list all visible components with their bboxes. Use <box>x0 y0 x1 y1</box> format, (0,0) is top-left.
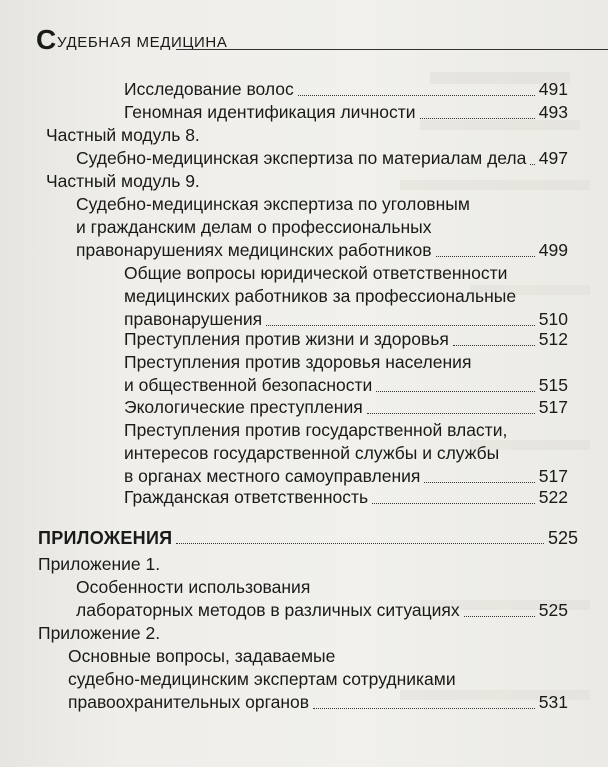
toc-entry <box>124 396 568 419</box>
toc-entry <box>124 78 568 101</box>
leader-dots <box>424 482 534 483</box>
toc-entry-title: интересов государственной службы и службы <box>124 443 500 463</box>
toc-page-number: 525 <box>547 528 578 548</box>
toc-entry-title: Преступления против здоровья населения <box>124 352 472 372</box>
toc-page-number: 491 <box>538 79 568 99</box>
toc-entry <box>124 101 568 124</box>
toc-entry <box>124 419 568 488</box>
toc-page-number: 515 <box>538 375 568 395</box>
toc-entry-title: правонарушения <box>124 309 263 329</box>
toc-page-number: 517 <box>538 466 568 486</box>
toc-entry <box>124 351 568 397</box>
toc-page-number: 510 <box>538 309 568 329</box>
toc-entry <box>124 328 568 351</box>
leader-dots <box>376 391 535 392</box>
toc-entry-title: Приложение 2. <box>38 623 161 643</box>
toc-entry-title: Гражданская ответственность <box>124 487 369 507</box>
toc-page-number: 522 <box>538 487 568 507</box>
toc-page-number: 499 <box>538 240 568 260</box>
toc-entry <box>76 193 568 262</box>
toc-entry-title: лабораторных методов в различных ситуациях <box>76 600 460 620</box>
leader-dots <box>530 164 534 165</box>
leader-dots <box>298 95 535 96</box>
toc-module-heading <box>46 170 568 193</box>
toc-entry-title: Исследование волос <box>124 79 294 99</box>
toc-entry <box>68 645 568 714</box>
leader-dots <box>367 413 535 414</box>
toc-entry-title: Экологические преступления <box>124 397 363 417</box>
toc-entry <box>76 147 568 170</box>
leader-dots <box>372 503 535 504</box>
toc-page-number: 525 <box>538 600 568 620</box>
toc-entry-title: судебно-медицинским экспертам сотрудниками <box>68 669 456 689</box>
toc-entry-title: в органах местного самоуправления <box>124 466 421 486</box>
toc-entry-title: и гражданским делам о профессиональных <box>76 217 432 237</box>
header-rule <box>176 49 608 50</box>
toc-entry-title: Общие вопросы юридической ответственности <box>124 263 508 283</box>
leader-dots <box>266 325 535 326</box>
toc-entry-title: и общественной безопасности <box>124 375 373 395</box>
toc-entry-title: Судебно-медицинская экспертиза по материалам дела <box>76 148 527 168</box>
leader-dots <box>464 616 535 617</box>
toc-entry-title: Геномная идентификация личности <box>124 102 416 122</box>
toc-entry-title: Приложение 1. <box>38 554 161 574</box>
leader-dots <box>420 118 535 119</box>
toc-entry-title: медицинских работников за профессиональные <box>124 286 517 306</box>
toc-page-number: 493 <box>538 102 568 122</box>
toc-entry-title: Судебно-медицинская экспертиза по уголовным <box>76 194 470 214</box>
toc-entry-title: правоохранительных органов <box>68 692 310 712</box>
section-title: ПРИЛОЖЕНИЯ <box>38 528 173 548</box>
toc-entry <box>124 486 568 509</box>
toc-page-number: 517 <box>538 397 568 417</box>
toc-page-number: 497 <box>538 148 568 168</box>
toc-entry-title: Частный модуль 8. <box>46 125 200 145</box>
toc-module-heading <box>38 553 568 576</box>
toc-entry <box>76 576 568 622</box>
toc-section-appendices <box>38 528 578 549</box>
toc-entry-title: правонарушениях медицинских работников <box>76 240 432 260</box>
toc-module-heading <box>46 124 568 147</box>
header-title: УДЕБНАЯ МЕДИЦИНА <box>57 34 228 51</box>
toc-page-number: 531 <box>538 692 568 712</box>
toc-entry <box>124 262 568 331</box>
toc-page-number: 512 <box>538 329 568 349</box>
leader-dots <box>436 256 535 257</box>
running-header <box>36 20 608 54</box>
leader-dots <box>313 708 535 709</box>
toc-entry-title: Основные вопросы, задаваемые <box>68 646 336 666</box>
header-initial: С <box>36 24 57 55</box>
toc-entry-title: Преступления против жизни и здоровья <box>124 329 449 349</box>
toc-entry-title: Преступления против государственной власти, <box>124 420 508 440</box>
leader-dots <box>176 543 544 544</box>
toc-entry-title: Особенности использования <box>76 577 311 597</box>
toc-entry-title: Частный модуль 9. <box>46 171 200 191</box>
toc-module-heading <box>38 622 568 645</box>
leader-dots <box>453 345 535 346</box>
